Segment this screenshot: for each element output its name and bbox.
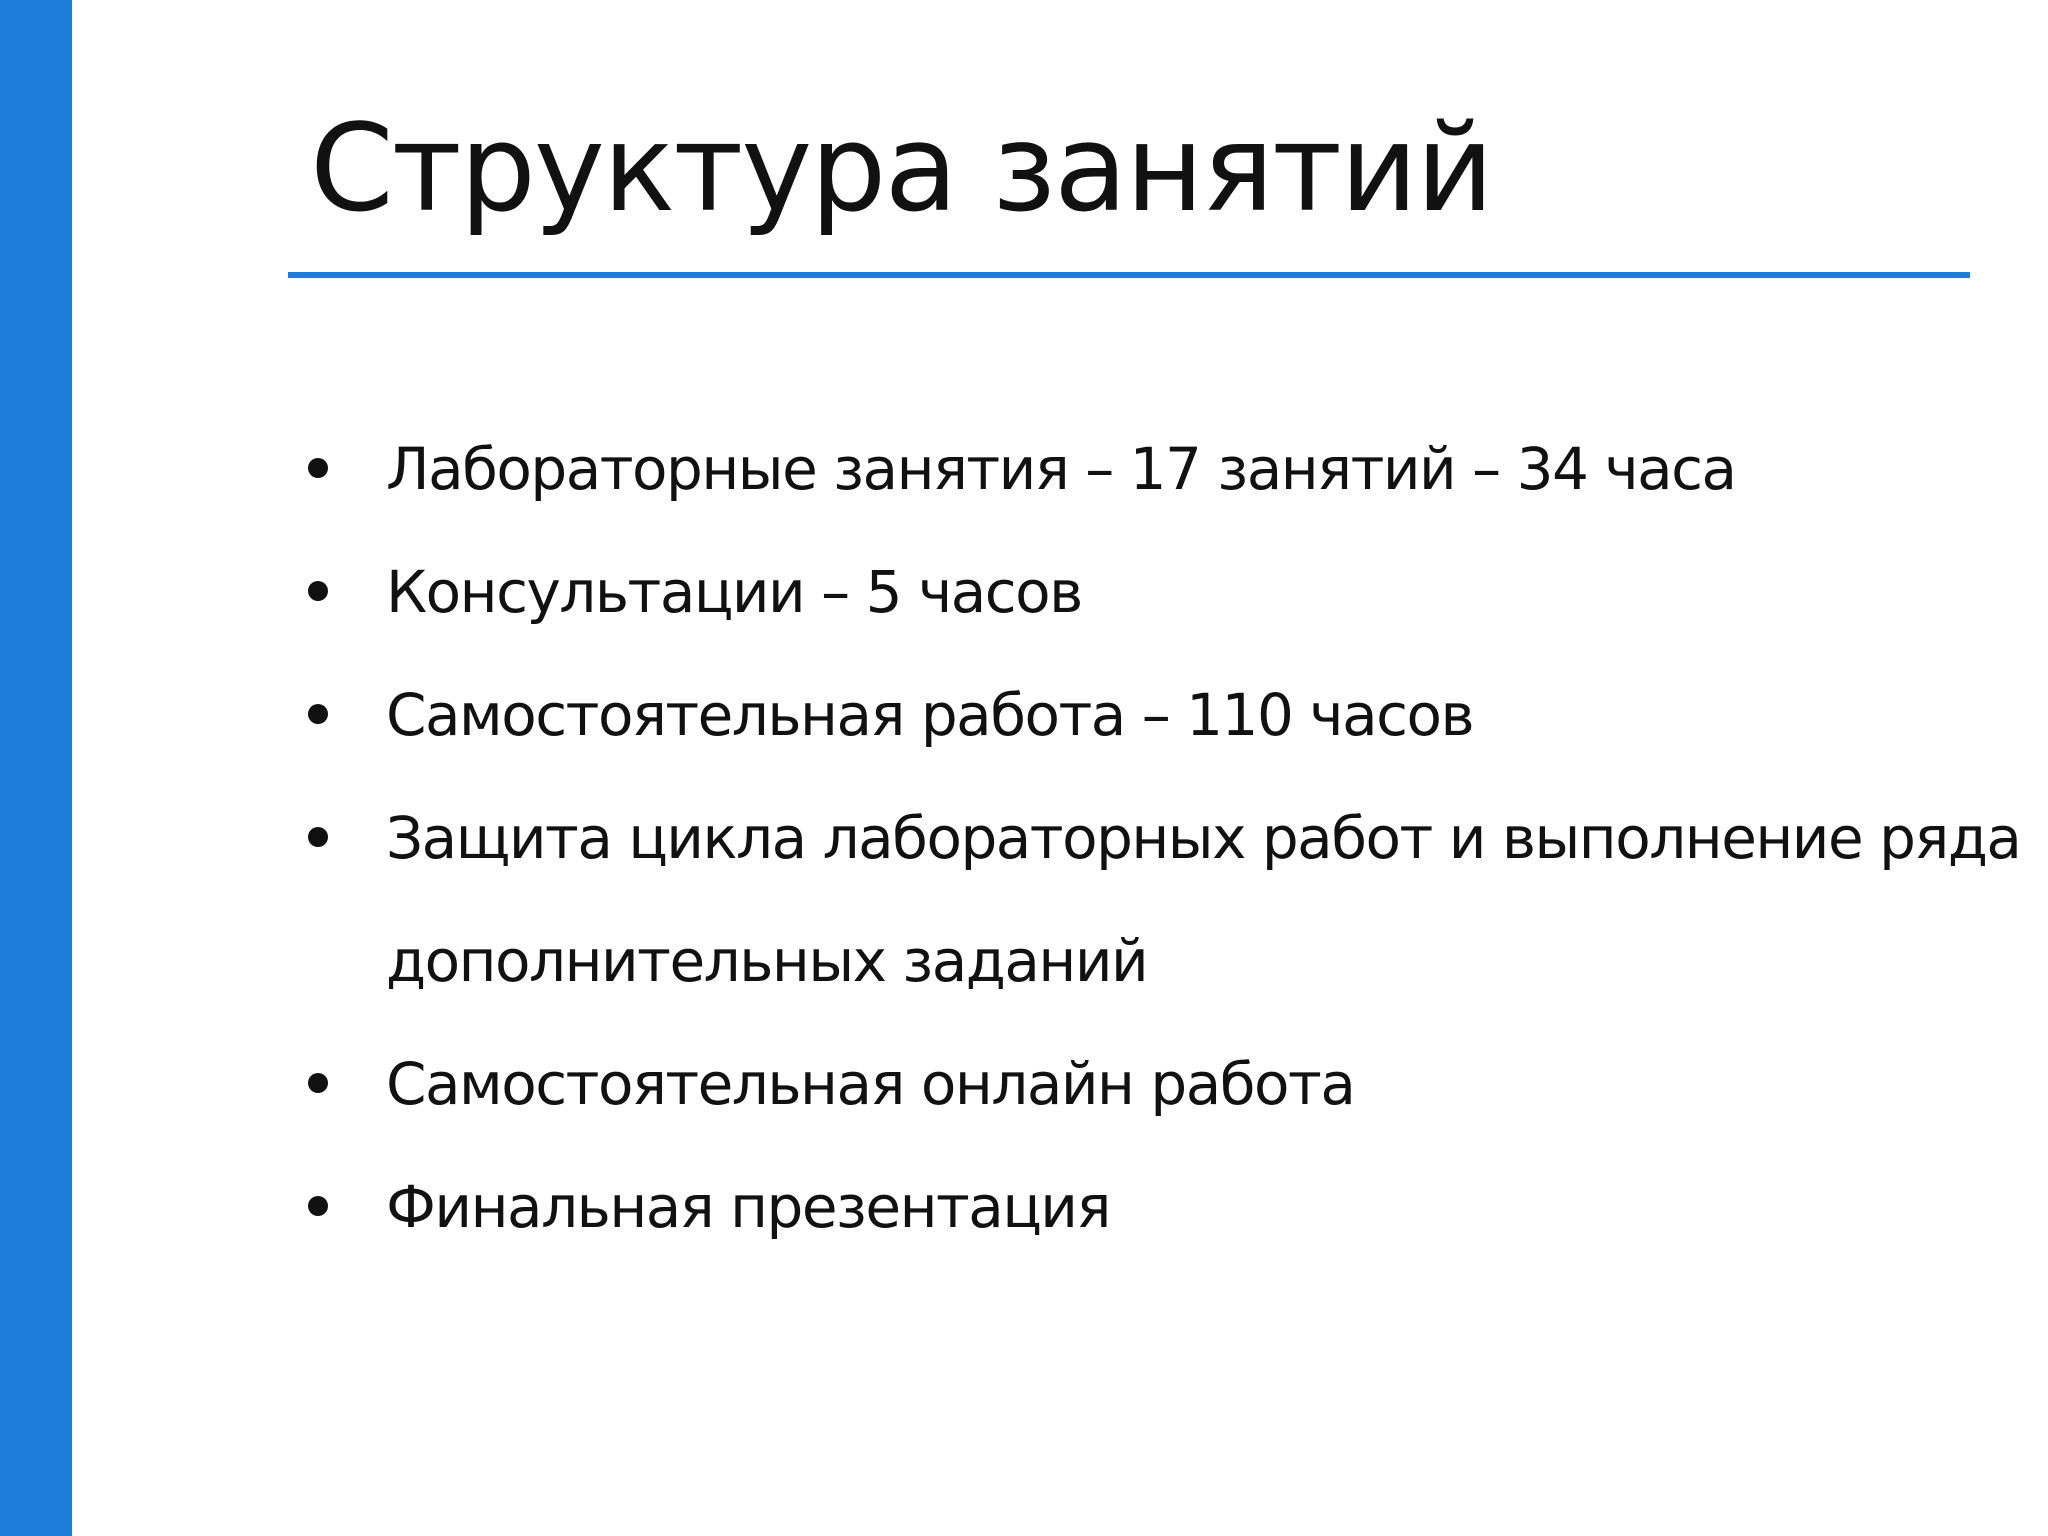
bullet-icon [308,1073,328,1093]
bullet-icon [308,827,328,847]
title-underline [288,272,1970,278]
bullet-text-continuation: дополнительных заданий [386,927,1148,995]
bullet-text: Самостоятельная онлайн работа [386,1050,1355,1118]
bullet-icon [308,458,328,478]
left-accent-bar [0,0,72,1536]
bullet-item-online-work [300,1023,1980,1146]
bullet-item-final-presentation [300,1146,1980,1269]
slide-title: Структура занятий [310,100,1492,239]
bullet-text: Консультации – 5 часов [386,558,1082,626]
bullet-text: Лабораторные занятия – 17 занятий – 34 часа [386,435,1736,503]
bullet-item-lab-defense [300,777,2021,1023]
bullet-list [300,408,2021,1269]
bullet-item-independent-work [300,654,1980,777]
bullet-item-consultations [300,531,1980,654]
bullet-icon [308,704,328,724]
bullet-icon [308,581,328,601]
bullet-text: Самостоятельная работа – 110 часов [386,681,1474,749]
bullet-text: Защита цикла лабораторных работ и выполнение ряда [386,804,2021,872]
bullet-item-lab-classes [300,408,1980,531]
bullet-icon [308,1196,328,1216]
bullet-text: Финальная презентация [386,1173,1110,1241]
